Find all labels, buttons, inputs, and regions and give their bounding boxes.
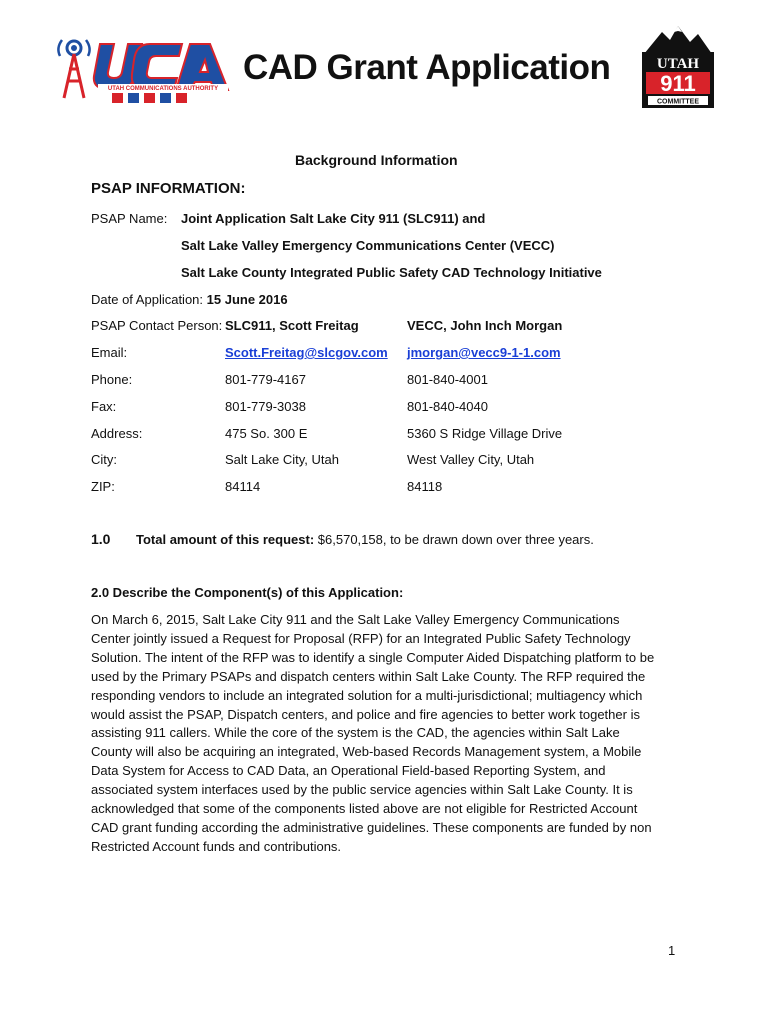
email-link-slc[interactable]: Scott.Freitag@slcgov.com (225, 345, 388, 360)
utah-911-committee-logo (640, 24, 716, 108)
date-of-application (91, 292, 288, 308)
fax-label: Fax: (91, 399, 117, 414)
contact-label: PSAP Contact Person: (91, 318, 223, 333)
utah-text: UTAH (656, 56, 700, 72)
page-title: CAD Grant Application (243, 48, 611, 87)
city-slc: Salt Lake City, Utah (225, 452, 339, 467)
uca-logo (52, 36, 232, 104)
date-label: Date of Application: (91, 292, 204, 307)
section2-heading: 2.0 Describe the Component(s) of this Application: (91, 585, 404, 600)
page-number: 1 (668, 943, 676, 958)
email-link-vecc[interactable]: jmorgan@vecc9-1-1.com (407, 345, 561, 360)
section1-value: $6,570,158, to be drawn down over three years. (317, 532, 594, 547)
uca-subtitle: UTAH COMMUNICATIONS AUTHORITY (107, 86, 219, 92)
zip-vecc: 84118 (407, 479, 443, 494)
address-label: Address: (91, 426, 143, 441)
section1-number: 1.0 (91, 531, 111, 547)
committee-text: COMMITTEE (657, 98, 699, 106)
psap-heading: PSAP INFORMATION: (91, 180, 246, 197)
contact-slc: SLC911, Scott Freitag (225, 318, 359, 333)
address-slc: 475 So. 300 E (225, 426, 308, 441)
psap-name-label: PSAP Name: (91, 211, 168, 226)
city-label: City: (91, 452, 117, 467)
radio-tower-icon (58, 40, 89, 98)
city-vecc: West Valley City, Utah (407, 452, 535, 467)
logo-911-text: 911 (660, 71, 696, 96)
phone-label: Phone: (91, 372, 133, 387)
email-label: Email: (91, 345, 128, 360)
phone-vecc: 801-840-4001 (407, 372, 488, 387)
phone-slc: 801-779-4167 (225, 372, 306, 387)
fax-slc: 801-779-3038 (225, 399, 306, 414)
section2-paragraph: On March 6, 2015, Salt Lake City 911 and the Salt Lake Valley Emergency Communications Center jointly issued a Request for Proposal (RFP) for an Integrated Public Safety Technology Solution. The intent of the RFP was to identify a single Computer Aided Dispatching platform to be used by the Primary PSAPs and dispatch centers within Salt Lake County. The RFP required the responding vendors to include an integrated solution for a multi-jurisdictional; multiagency which would assist the PSAP, Dispatch centers, and police and fire agencies to better work together is assisting 911 callers. While the core of the system is the CAD, the agencies within Salt Lake County will also be acquiring an integrated, Web-based Records Management system, a Mobile Data System for Access to CAD Data, an Operational Field-based Reporting System, and associated system interfaces used by the public service agencies within Salt Lake County. It is acknowledged that some of the components listed above are not eligible for Restricted Account CAD grant funding according the administrative guidelines. These components are funded by non Restricted Account funds and contributions. (91, 612, 655, 854)
psap-name-line1: Joint Application Salt Lake City 911 (SLC911) and (181, 211, 486, 226)
psap-name-line2: Salt Lake Valley Emergency Communications Center (VECC) (181, 238, 555, 253)
section-heading: Background Information (295, 152, 458, 168)
section1-label: Total amount of this request: (136, 532, 315, 547)
fax-vecc: 801-840-4040 (407, 399, 488, 414)
contact-vecc: VECC, John Inch Morgan (407, 318, 563, 333)
date-value: 15 June 2016 (206, 292, 288, 307)
section1-text (136, 532, 594, 548)
zip-label: ZIP: (91, 479, 115, 494)
psap-name-line3: Salt Lake County Integrated Public Safety CAD Technology Initiative (181, 265, 602, 280)
zip-slc: 84114 (225, 479, 261, 494)
address-vecc: 5360 S Ridge Village Drive (407, 426, 563, 441)
